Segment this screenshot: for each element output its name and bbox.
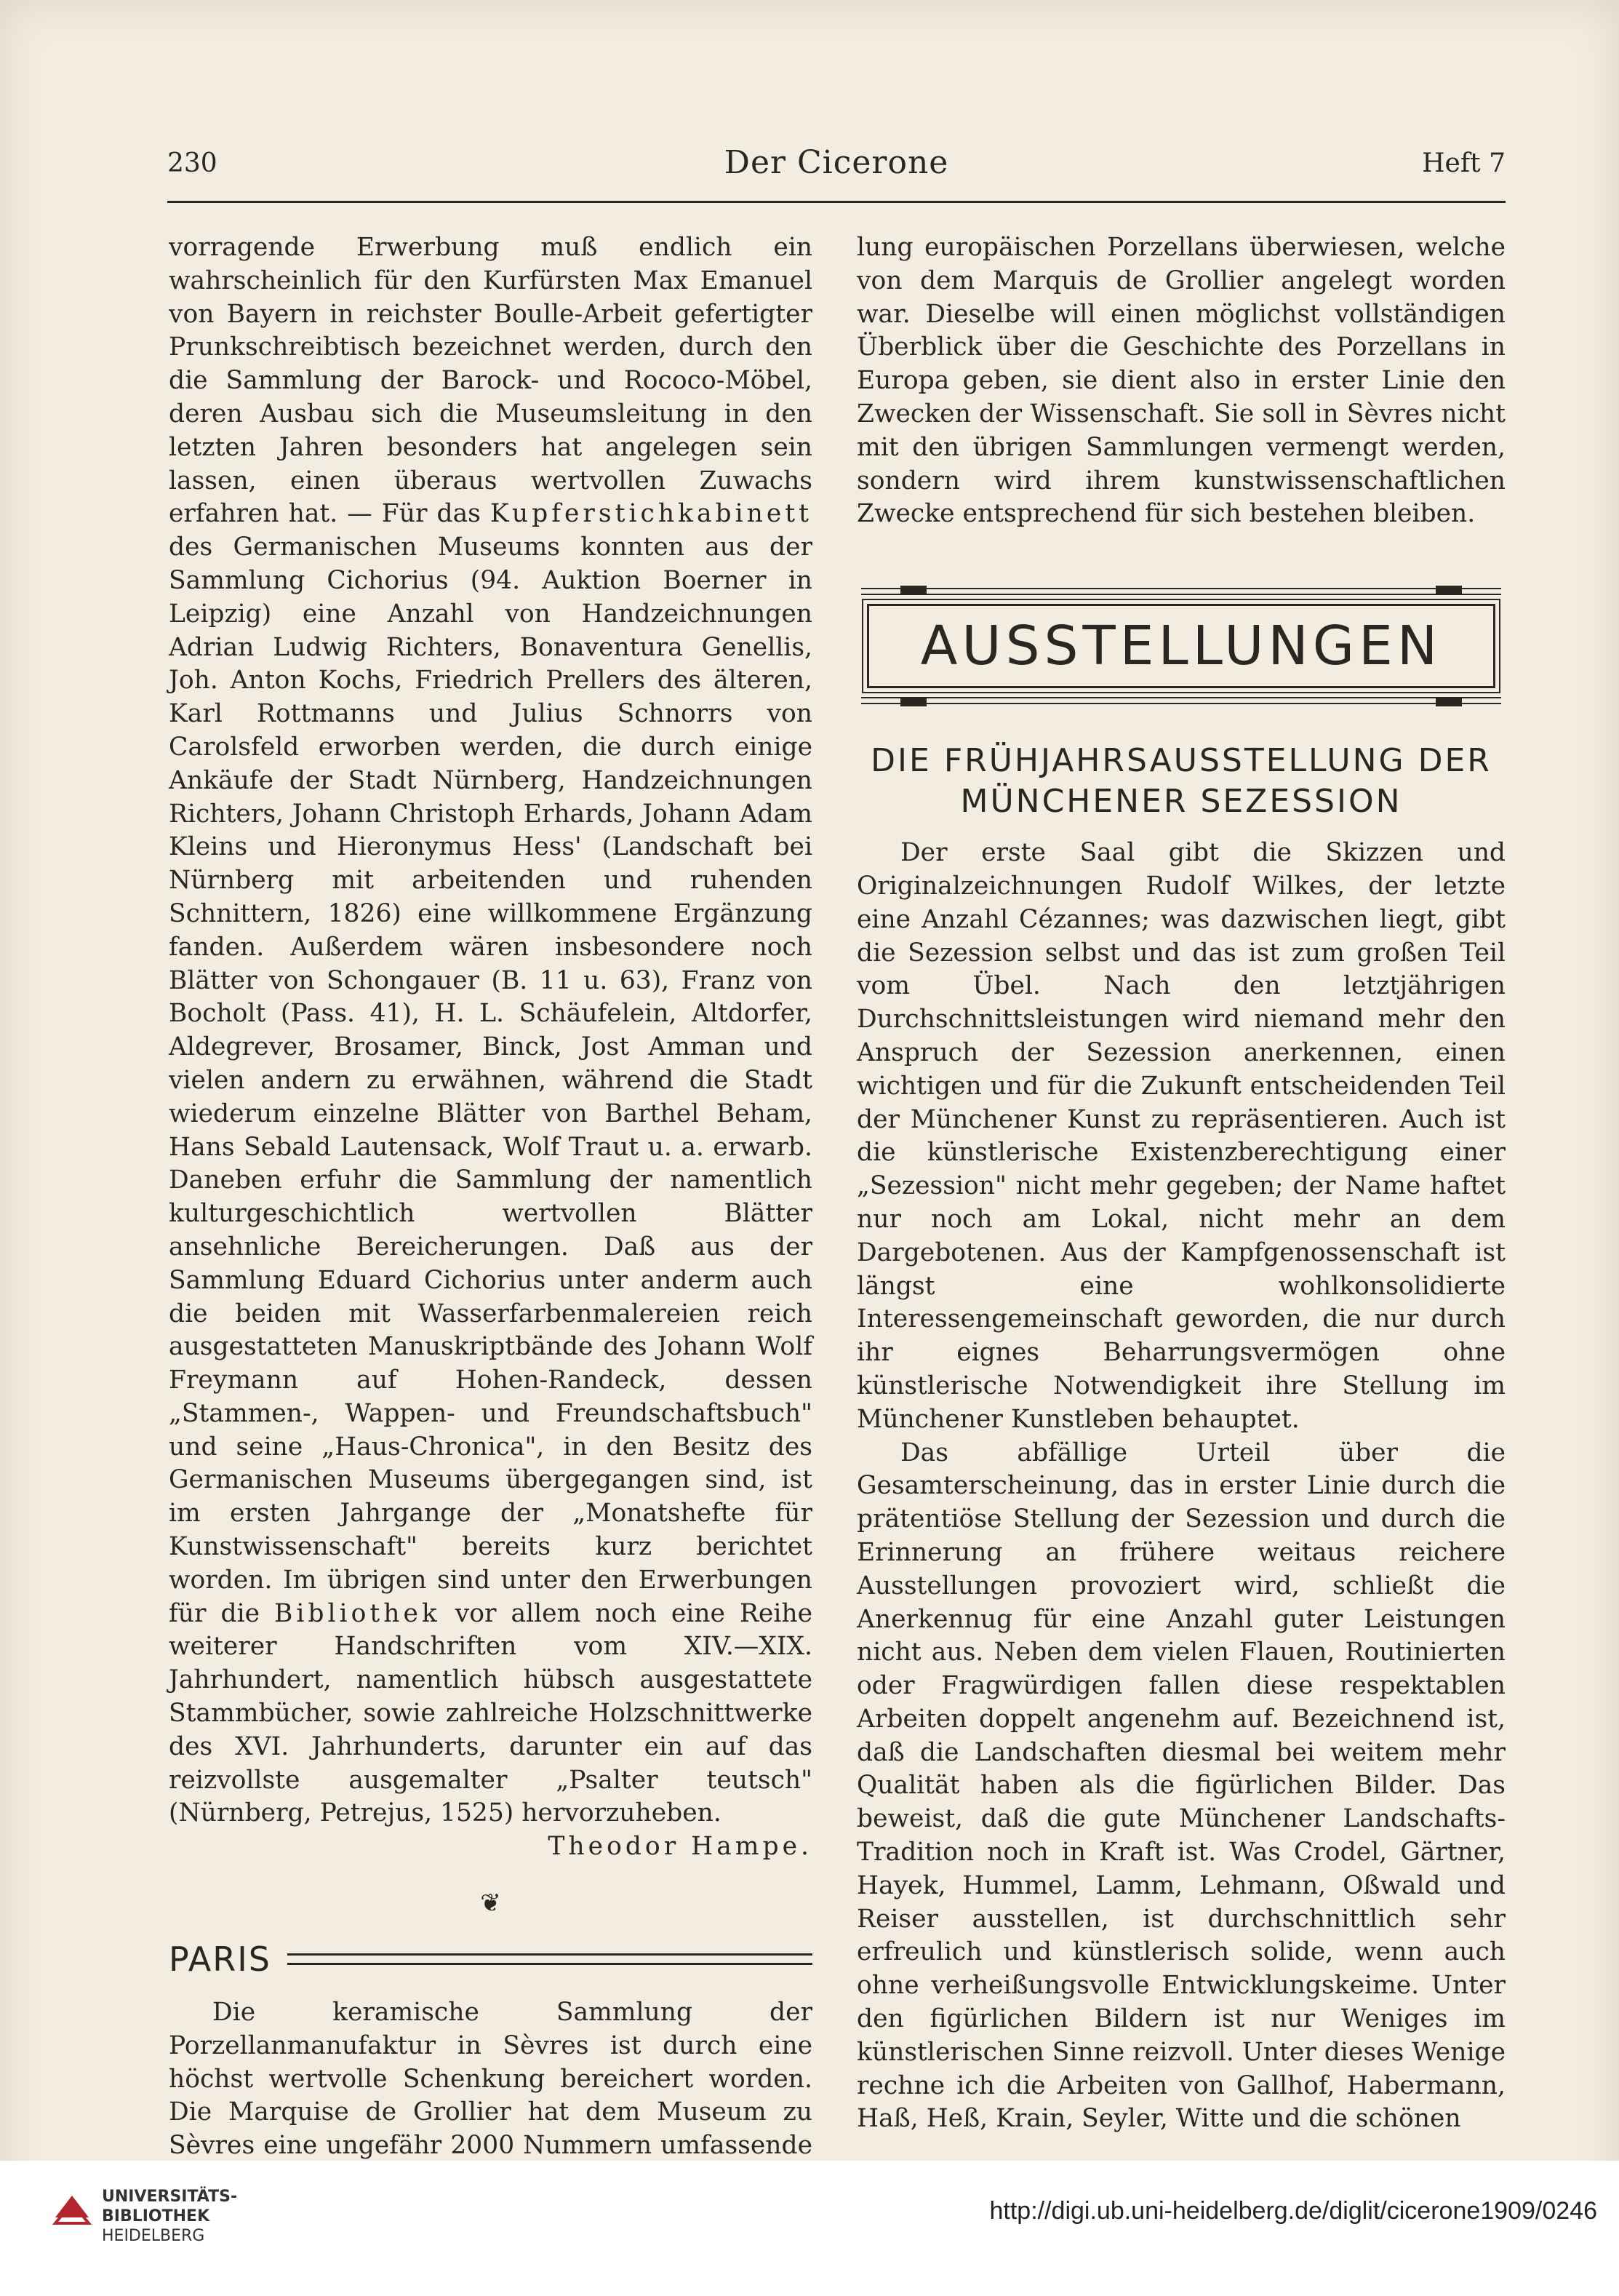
banner-knot — [900, 698, 927, 706]
banner-knot — [1436, 586, 1462, 594]
page-number: 230 — [167, 148, 217, 178]
spaced-term: Kupferstichkabinett — [489, 499, 813, 529]
left-column — [169, 231, 812, 2196]
banner-bottom-rule — [861, 697, 1501, 704]
paris-heading-label: PARIS — [169, 1940, 271, 1980]
article-title: DIE FRÜHJAHRSAUSSTELLUNG DER MÜNCHENER SEZESSION — [871, 742, 1492, 821]
author-name: Theodor Hampe. — [548, 1832, 812, 1862]
heading-double-rule — [287, 1953, 812, 1965]
digitization-footer — [0, 2161, 1619, 2296]
paragraph-paris-continued: lung europäischen Porzellans überwiesen, welche von dem Marquis de Grollier angelegt worden war. Dieselbe will einen möglichst vollständigen Überblick über die Geschichte des Porzellans in Europa geben, sie dient also in erster Linie den Zwecken der Wissenschaft. Sie soll in Sèvres nicht mit den übrigen Sammlungen vermengt werden, sondern wird ihrem kunstwissenschaftlichen Zwecke entsprechend für sich bestehen bleiben. — [857, 233, 1506, 529]
paragraph-sezession-2: Das abfällige Urteil über die Gesamterscheinung, das in erster Linie durch die prätentiöse Stellung der Sezession und durch die Erinnerung an frühere weitaus reichere Ausstellungen provoziert wird, schließt die Anerkennug für eine Anzahl guter Leistungen nicht aus. Neben dem vielen Flauen, Routinierten oder Fragwürdigen fallen diese respektablen Arbeiten doppelt angenehm auf. Bezeichnend ist, daß die Landschaften diesmal bei weitem mehr Qualität haben als die figürlichen Bilder. Das beweist, daß die gute Münchener Landschafts-Tradition noch in Kraft ist. Was Crodel, Gärtner, Hayek, Hummel, Lamm, Lehmann, Oßwald und Reiser ausstellen, ist durchschnittlich sehr erfreulich und künstlerisch solide, wenn auch ohne verheißungsvolle Entwicklungskeime. Unter den figürlichen Bildern ist nur Weniges im künstlerischen Sinne reizvoll. Unter dieses Wenige rechne ich die Arbeiten von Gallhof, Habermann, Haß, Heß, Krain, Seyler, Witte und die schönen — [857, 1438, 1506, 2134]
issue-label: Heft 7 — [1422, 148, 1506, 178]
running-header — [167, 144, 1506, 188]
banner-title: AUSSTELLUNGEN — [920, 615, 1442, 678]
paragraph-acquisitions: vorragende Erwerbung muß endlich ein wahrscheinlich für den Kurfürsten Max Emanuel von Bayern in reichster Boulle-Arbeit gefertigter Prunkschreibtisch bezeichnet werden, durch den die Sammlung der Barock- und Rococo-Möbel, deren Ausbau sich die Museumsleitung in den letzten Jahren besonders hat angelegen sein lassen, einen überaus wertvollen Zuwachs erfahren hat. — Für das Kupferstichkabinett des Germanischen Museums konnten aus der Sammlung Cichorius (94. Auktion Boerner in Leipzig) eine Anzahl von Handzeichnungen Adrian Ludwig Richters, Bonaventura Genellis, Joh. Anton Kochs, Friedrich Prellers des älteren, Karl Rottmanns und Julius Schnorrs von Carolsfeld erworben werden, die durch einige Ankäufe der Stadt Nürnberg, Handzeichnungen Richters, Johann Christoph Erhards, Johann Adam Kleins und Hieronymus Hess' (Landschaft bei Nürnberg mit arbeitenden und ruhenden Schnittern, 1826) eine willkommene Ergänzung fanden. Außerdem wären insbesondere noch Blätter von Schongauer (B. 11 u. 63), Franz von Bocholt (Pass. 41), H. L. Schäufelein, Altdorfer, Aldegrever, Brosamer, Binck, Jost Amman und vielen andern zu erwähnen, während die Stadt wiederum einzelne Blätter von Barthel Beham, Hans Sebald Lautensack, Wolf Traut u. a. erwarb. Daneben erfuhr die Sammlung der namentlich kulturgeschichtlich wertvollen Blätter ansehnliche Bereicherungen. Daß aus der Sammlung Eduard Cichorius unter anderm auch die beiden mit Wasserfarbenmalereien reich ausgestatteten Manuskriptbände des Johann Wolf Freymann auf Hohen-Randeck, dessen „Stammen-, Wappen- und Freundschaftsbuch" und seine „Haus-Chronica", in den Besitz des Germanischen Museums übergegangen sind, ist im ersten Jahrgange der „Monatshefte für Kunstwissenschaft" bereits kurz berichtet worden. Im übrigen sind unter den Erwerbungen für die Bibliothek vor allem noch eine Reihe weiterer Handschriften vom XIV.—XIX. Jahrhundert, namentlich hübsch ausgestattete Stammbücher, sowie zahlreiche Holzschnittwerke des XVI. Jahrhunderts, darunter ein auf das reizvollste ausgemalter „Psalter teutsch" (Nürnberg, Petrejus, 1525) hervorzuheben. — [169, 233, 813, 1828]
banner-top-rule — [861, 588, 1501, 595]
author-signature — [169, 1830, 812, 1864]
right-column — [857, 231, 1506, 2136]
spaced-term: Bibliothek — [274, 1598, 441, 1628]
banner-box — [867, 604, 1495, 688]
header-rule — [167, 201, 1506, 203]
journal-title: Der Cicerone — [724, 144, 949, 181]
paris-heading — [169, 1940, 812, 1979]
fleuron-ornament: ❦ — [480, 1889, 501, 1918]
paragraph-sezession-1: Der erste Saal gibt die Skizzen und Originalzeichnungen Rudolf Wilkes, der letzte eine Anzahl Cézannes; was dazwischen liegt, gibt die Sezession selbst und das ist zum großen Teil vom Übel. Nach den letztjährigen Durchschnittsleistungen wird niemand mehr den Anspruch der Sezession anerkennen, einen wichtigen und für die Zukunft entscheidenden Teil der Münchener Kunst zu repräsentieren. Auch ist die künstlerische Existenzberechtigung einer „Sezession" nicht mehr gegeben; der Name haftet nur noch am Lokal, nicht mehr an dem Dargebotenen. Aus der Kampfgenossenschaft ist längst eine wohlkonsolidierte Interessengemeinschaft geworden, die nur durch ihr eignes Beharrungsvermögen ohne künstlerische Notwendigkeit ihre Stellung im Münchener Kunstleben behauptet. — [857, 838, 1506, 1434]
banner-knot — [900, 586, 927, 594]
section-banner — [857, 588, 1506, 704]
paragraph-paris: Die keramische Sammlung der Porzellanmanufaktur in Sèvres ist durch eine höchst wertvolle Schenkung bereichert worden. Die Marquise de Grollier hat dem Museum zu Sèvres eine ungefähr 2000 Nummern umfassende — [169, 1998, 812, 2161]
permalink-url[interactable]: http://digi.ub.uni-heidelberg.de/diglit/cicerone1909/0246 — [989, 2197, 1597, 2225]
banner-knot — [1436, 698, 1462, 706]
library-name: UNIVERSITÄTS- BIBLIOTHEK HEIDELBERG — [102, 2188, 238, 2245]
library-logo-icon — [52, 2188, 92, 2228]
